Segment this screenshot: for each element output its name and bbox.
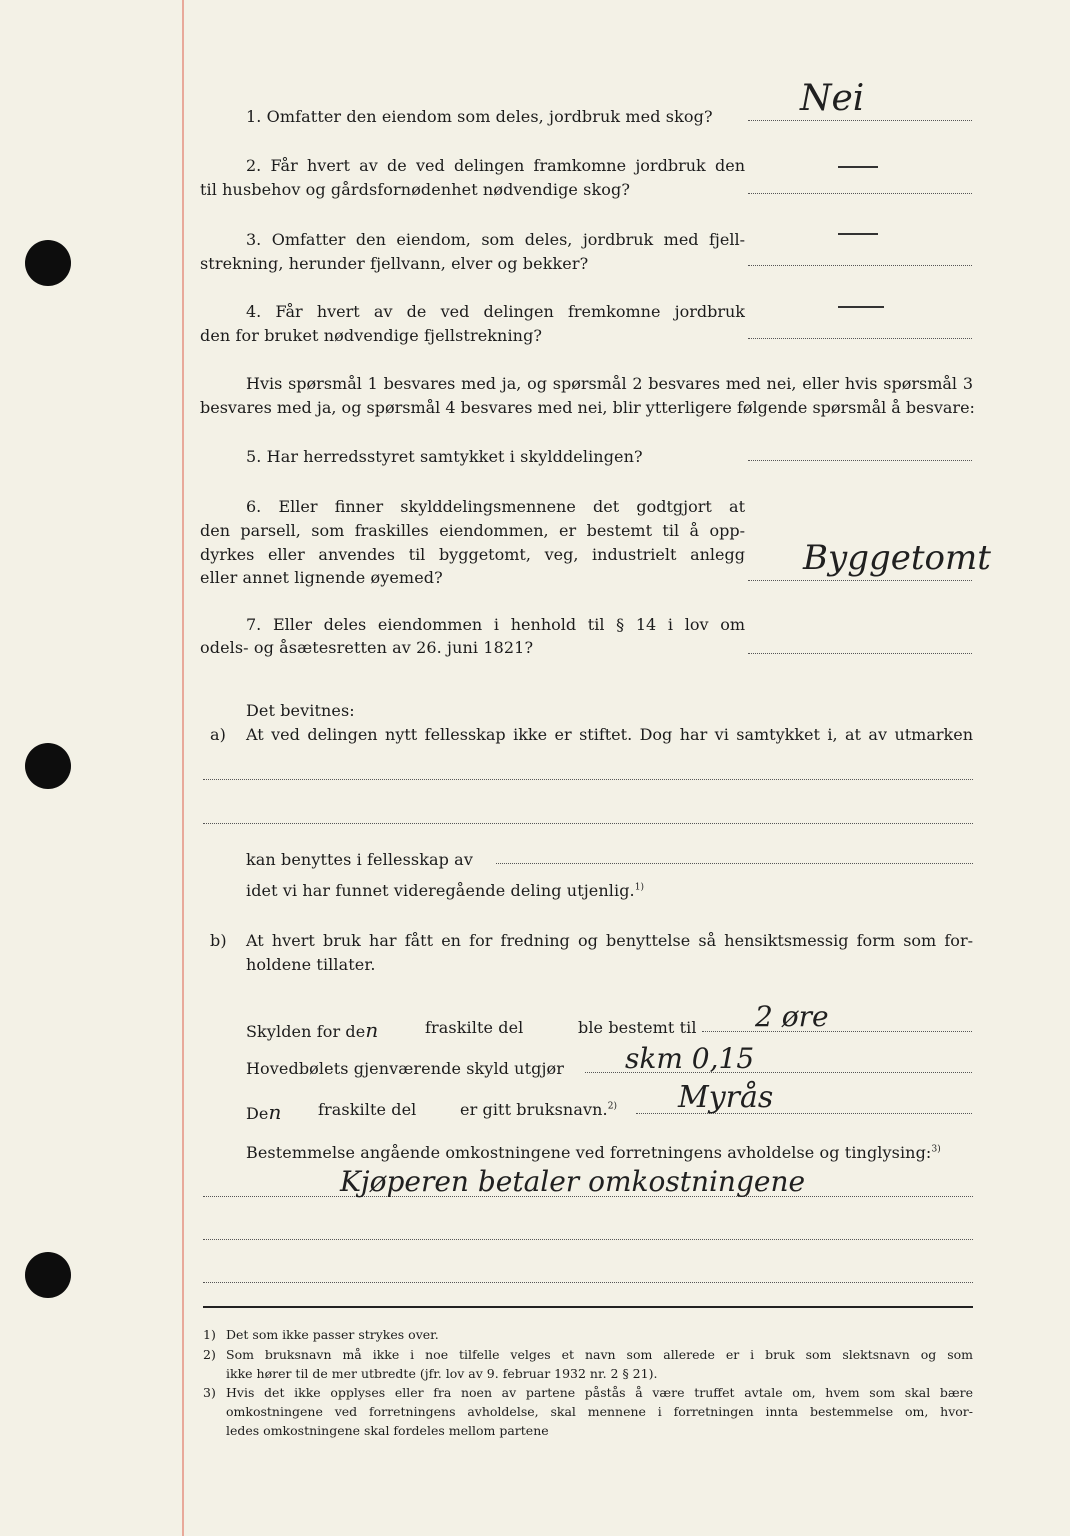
answer-line-4 [748,338,972,339]
attest-a-label: a) [210,725,226,744]
footnote-2-mark: 2) [203,1347,216,1362]
cost-line-3 [203,1282,973,1283]
attest-b-line-1: At hvert bruk har fått en for fredning og benyttelse så hensiktsmessig form som for- [246,931,973,950]
question-2-line-1: 2. Får hvert av de ved delingen framkomne jordbruk den [246,156,745,175]
question-5: 5. Har herredsstyret samtykket i skylddelingen? [246,447,643,466]
answer-3-dash [838,233,878,235]
answer-line-3 [748,265,972,266]
answer-line-1 [748,120,972,121]
question-6-line-4: eller annet lignende øyemed? [200,568,443,587]
footnote-rule [203,1306,973,1308]
skyld-value-line [702,1031,972,1032]
attest-a-blank-1 [203,779,973,780]
question-3-line-1: 3. Omfatter den eiendom, som deles, jordbruk med fjell- [246,230,745,249]
skyld-set-label: ble bestemt til [578,1018,697,1037]
skyld-mid: fraskilte del [425,1018,524,1037]
footnote-2-line-1: Som bruksnavn må ikke i noe tilfelle velges et navn som allerede er i bruk som slektsnavn og som [226,1347,973,1362]
hovedbol-label: Hovedbølets gjenværende skyld utgjør [246,1059,565,1078]
footnote-1: Det som ikke passer strykes over. [226,1327,439,1342]
condition-line-1: Hvis spørsmål 1 besvares med ja, og spørsmål 2 besvares med nei, eller hvis spørsmål 3 [246,374,973,393]
reason-text: idet vi har funnet videregående deling utjenlig.$^{1)}$ [246,881,645,900]
question-4-line-2: den for bruket nødvendige fjellstrekning? [200,326,543,345]
binder-hole-middle [25,743,71,789]
skyld-label: Skylden for den [246,1018,379,1042]
bruksnavn-label: er gitt bruksnavn.$^{2)}$ [460,1100,618,1119]
answer-line-2 [748,193,972,194]
answer-6-handwritten: Byggetomt [803,538,991,578]
den-label: Den [246,1100,282,1124]
footnote-3-line-3: ledes omkostningene skal fordeles mellom partene [226,1423,549,1438]
bruksnavn-value-handwritten: Myrås [678,1080,774,1115]
skyld-value-handwritten: 2 øre [755,1000,829,1033]
attest-a-text: At ved delingen nytt fellesskap ikke er stiftet. Dog har vi samtykket i, at av utmarken [246,725,973,744]
answer-2-dash [838,166,878,168]
cost-label: Bestemmelse angående omkostningene ved forretningens avholdelse og tinglysing:$^{3)}$ [246,1143,941,1162]
footnote-2-line-2: ikke hører til de mer utbredte (jfr. lov av 9. februar 1932 nr. 2 § 21). [226,1366,658,1381]
condition-line-2: besvares med ja, og spørsmål 4 besvares med nei, blir ytterligere følgende spørsmål å besvare: [200,398,975,417]
question-7-line-2: odels- og åsætesretten av 26. juni 1821? [200,638,534,657]
attest-heading: Det bevitnes: [246,701,355,720]
cost-line-2 [203,1239,973,1240]
answer-line-6 [748,580,972,581]
question-2-line-2: til husbehov og gårdsfornødenhet nødvendige skog? [200,180,631,199]
shared-use-label: kan benyttes i fellesskap av [246,850,473,869]
margin-rule [182,0,184,1536]
attest-b-label: b) [210,931,227,950]
footnote-3-line-2: omkostningene ved forretningens avholdelse, skal mennene i forretningen innta bestemmelse om, hvor- [226,1404,973,1419]
answer-line-5 [748,460,972,461]
answer-1-handwritten: Nei [800,78,865,119]
question-1: 1. Omfatter den eiendom som deles, jordbruk med skog? [246,107,713,126]
shared-use-blank [496,863,973,864]
question-4-line-1: 4. Får hvert av de ved delingen fremkomne jordbruk [246,302,745,321]
question-6-line-3: dyrkes eller anvendes til byggetomt, veg, industrielt anlegg [200,545,745,564]
binder-hole-top [25,240,71,286]
footnote-3-mark: 3) [203,1385,216,1400]
binder-hole-bottom [25,1252,71,1298]
footnote-3-line-1: Hvis det ikke opplyses eller fra noen av partene påstås å være truffet avtale om, hvem som skal bære [226,1385,973,1400]
attest-a-blank-2 [203,823,973,824]
question-6-line-1: 6. Eller finner skylddelingsmennene det godtgjort at [246,497,745,516]
question-7-line-1: 7. Eller deles eiendommen i henhold til § 14 i lov om [246,615,745,634]
answer-4-dash [838,306,884,308]
footnote-1-mark: 1) [203,1327,216,1342]
cost-value-handwritten: Kjøperen betaler omkostningene [340,1165,806,1198]
question-6-line-2: den parsell, som fraskilles eiendommen, er bestemt til å opp- [200,521,745,540]
den-mid: fraskilte del [318,1100,417,1119]
attest-b-line-2: holdene tillater. [246,955,376,974]
question-3-line-2: strekning, herunder fjellvann, elver og bekker? [200,254,589,273]
answer-line-7 [748,653,972,654]
hovedbol-value-handwritten: skm 0,15 [625,1042,755,1075]
